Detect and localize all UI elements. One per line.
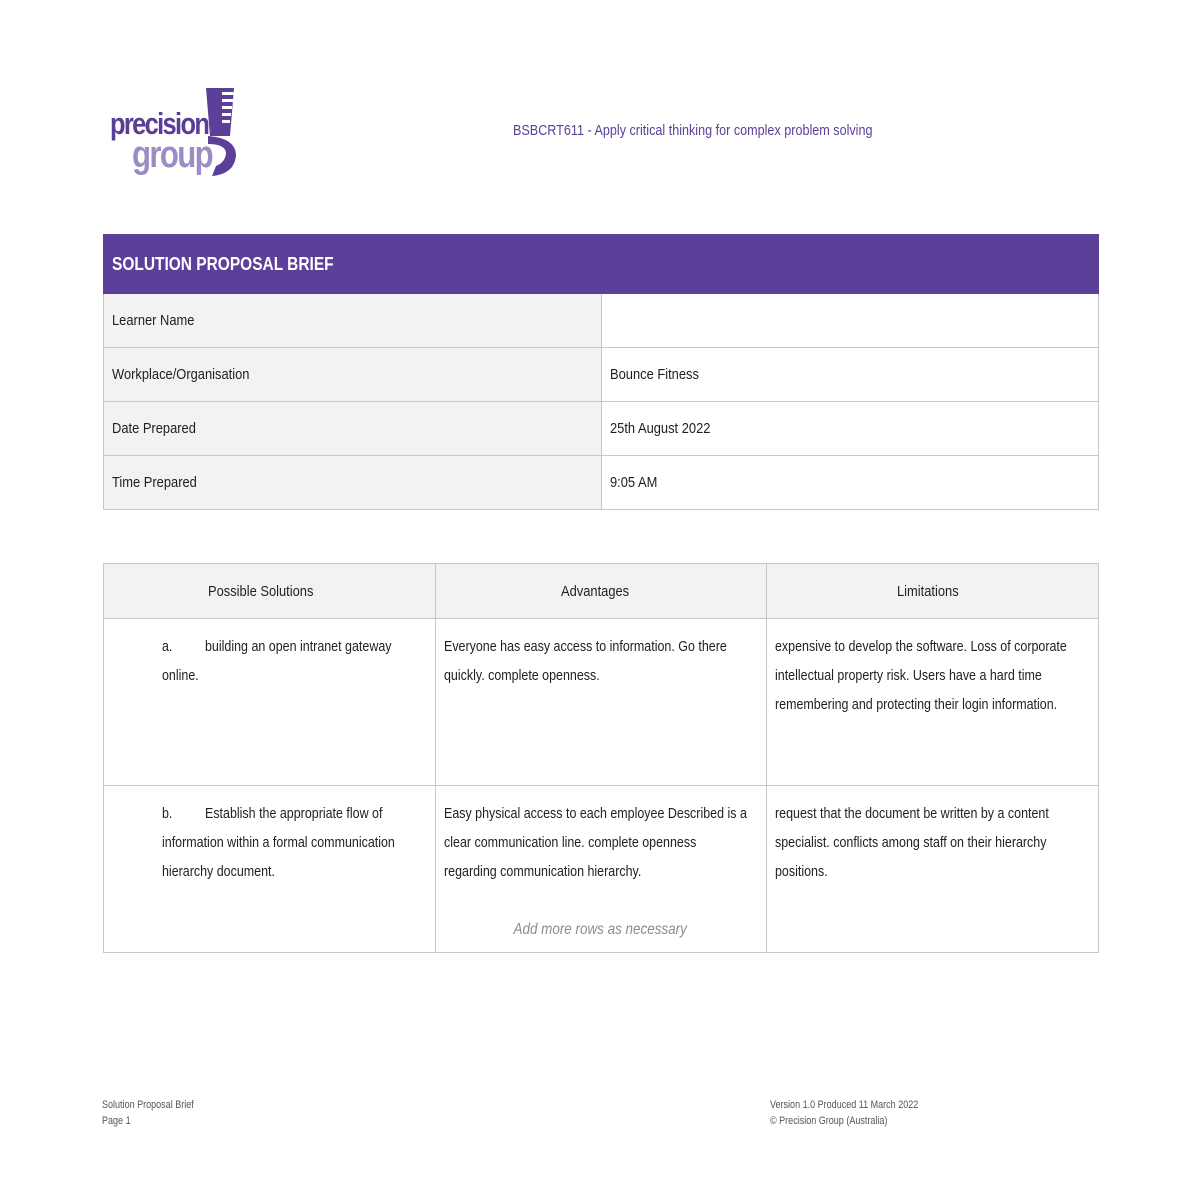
limitations-cell[interactable]: request that the document be written by a content specialist. conflicts among staff on their hierarchy positions. — [767, 786, 1099, 953]
advantages-cell[interactable]: Easy physical access to each employee Described is a clear communication line. complete openness regarding communication hierarchy. — [435, 786, 767, 953]
table-row — [104, 619, 1099, 786]
brief-row-date — [104, 402, 1099, 456]
logo-word-precision: precision — [110, 106, 209, 141]
brief-label: Learner Name — [104, 294, 602, 348]
workplace-value[interactable]: Bounce Fitness — [601, 348, 1099, 402]
footer-left — [102, 1097, 214, 1129]
time-value[interactable]: 9:05 AM — [601, 456, 1099, 510]
unit-title: BSBCRT611 - Apply critical thinking for complex problem solving — [513, 122, 873, 139]
date-value[interactable]: 25th August 2022 — [601, 402, 1099, 456]
solution-proposal-brief-table — [103, 234, 1099, 510]
precision-group-logo — [110, 86, 245, 186]
footer-copyright: © Precision Group (Australia) — [770, 1115, 888, 1127]
limitations-cell[interactable]: expensive to develop the software. Loss of corporate intellectual property risk. Users have a hard time remembering and protecting their login information. — [767, 619, 1099, 786]
footer-right — [770, 1097, 951, 1129]
footer-doc-title: Solution Proposal Brief — [102, 1099, 194, 1111]
list-letter: b. — [162, 806, 173, 822]
brief-row-learner-name — [104, 294, 1099, 348]
solution-cell[interactable]: b. Establish the appropriate flow of information within a formal communication hierarchy document. — [104, 786, 436, 953]
solutions-header-row — [104, 564, 1099, 619]
column-header: Advantages — [435, 564, 767, 619]
footer-version: Version 1.0 Produced 11 March 2022 — [770, 1099, 919, 1111]
brief-label: Date Prepared — [104, 402, 602, 456]
brief-label: Time Prepared — [104, 456, 602, 510]
list-letter: a. — [162, 639, 173, 655]
brief-row-workplace — [104, 348, 1099, 402]
footer-page-number: Page 1 — [102, 1115, 131, 1127]
add-rows-note: Add more rows as necessary — [513, 921, 687, 938]
brief-title: SOLUTION PROPOSAL BRIEF — [104, 235, 1099, 294]
advantages-cell[interactable]: Everyone has easy access to information. Go there quickly. complete openness. — [435, 619, 767, 786]
logo-word-group: group — [132, 134, 213, 176]
learner-name-value[interactable] — [601, 294, 1099, 348]
solutions-table — [103, 563, 1099, 953]
column-header: Possible Solutions — [104, 564, 436, 619]
brief-row-time — [104, 456, 1099, 510]
solution-cell[interactable]: a. building an open intranet gateway online. — [104, 619, 436, 786]
column-header: Limitations — [767, 564, 1099, 619]
brief-label: Workplace/Organisation — [104, 348, 602, 402]
